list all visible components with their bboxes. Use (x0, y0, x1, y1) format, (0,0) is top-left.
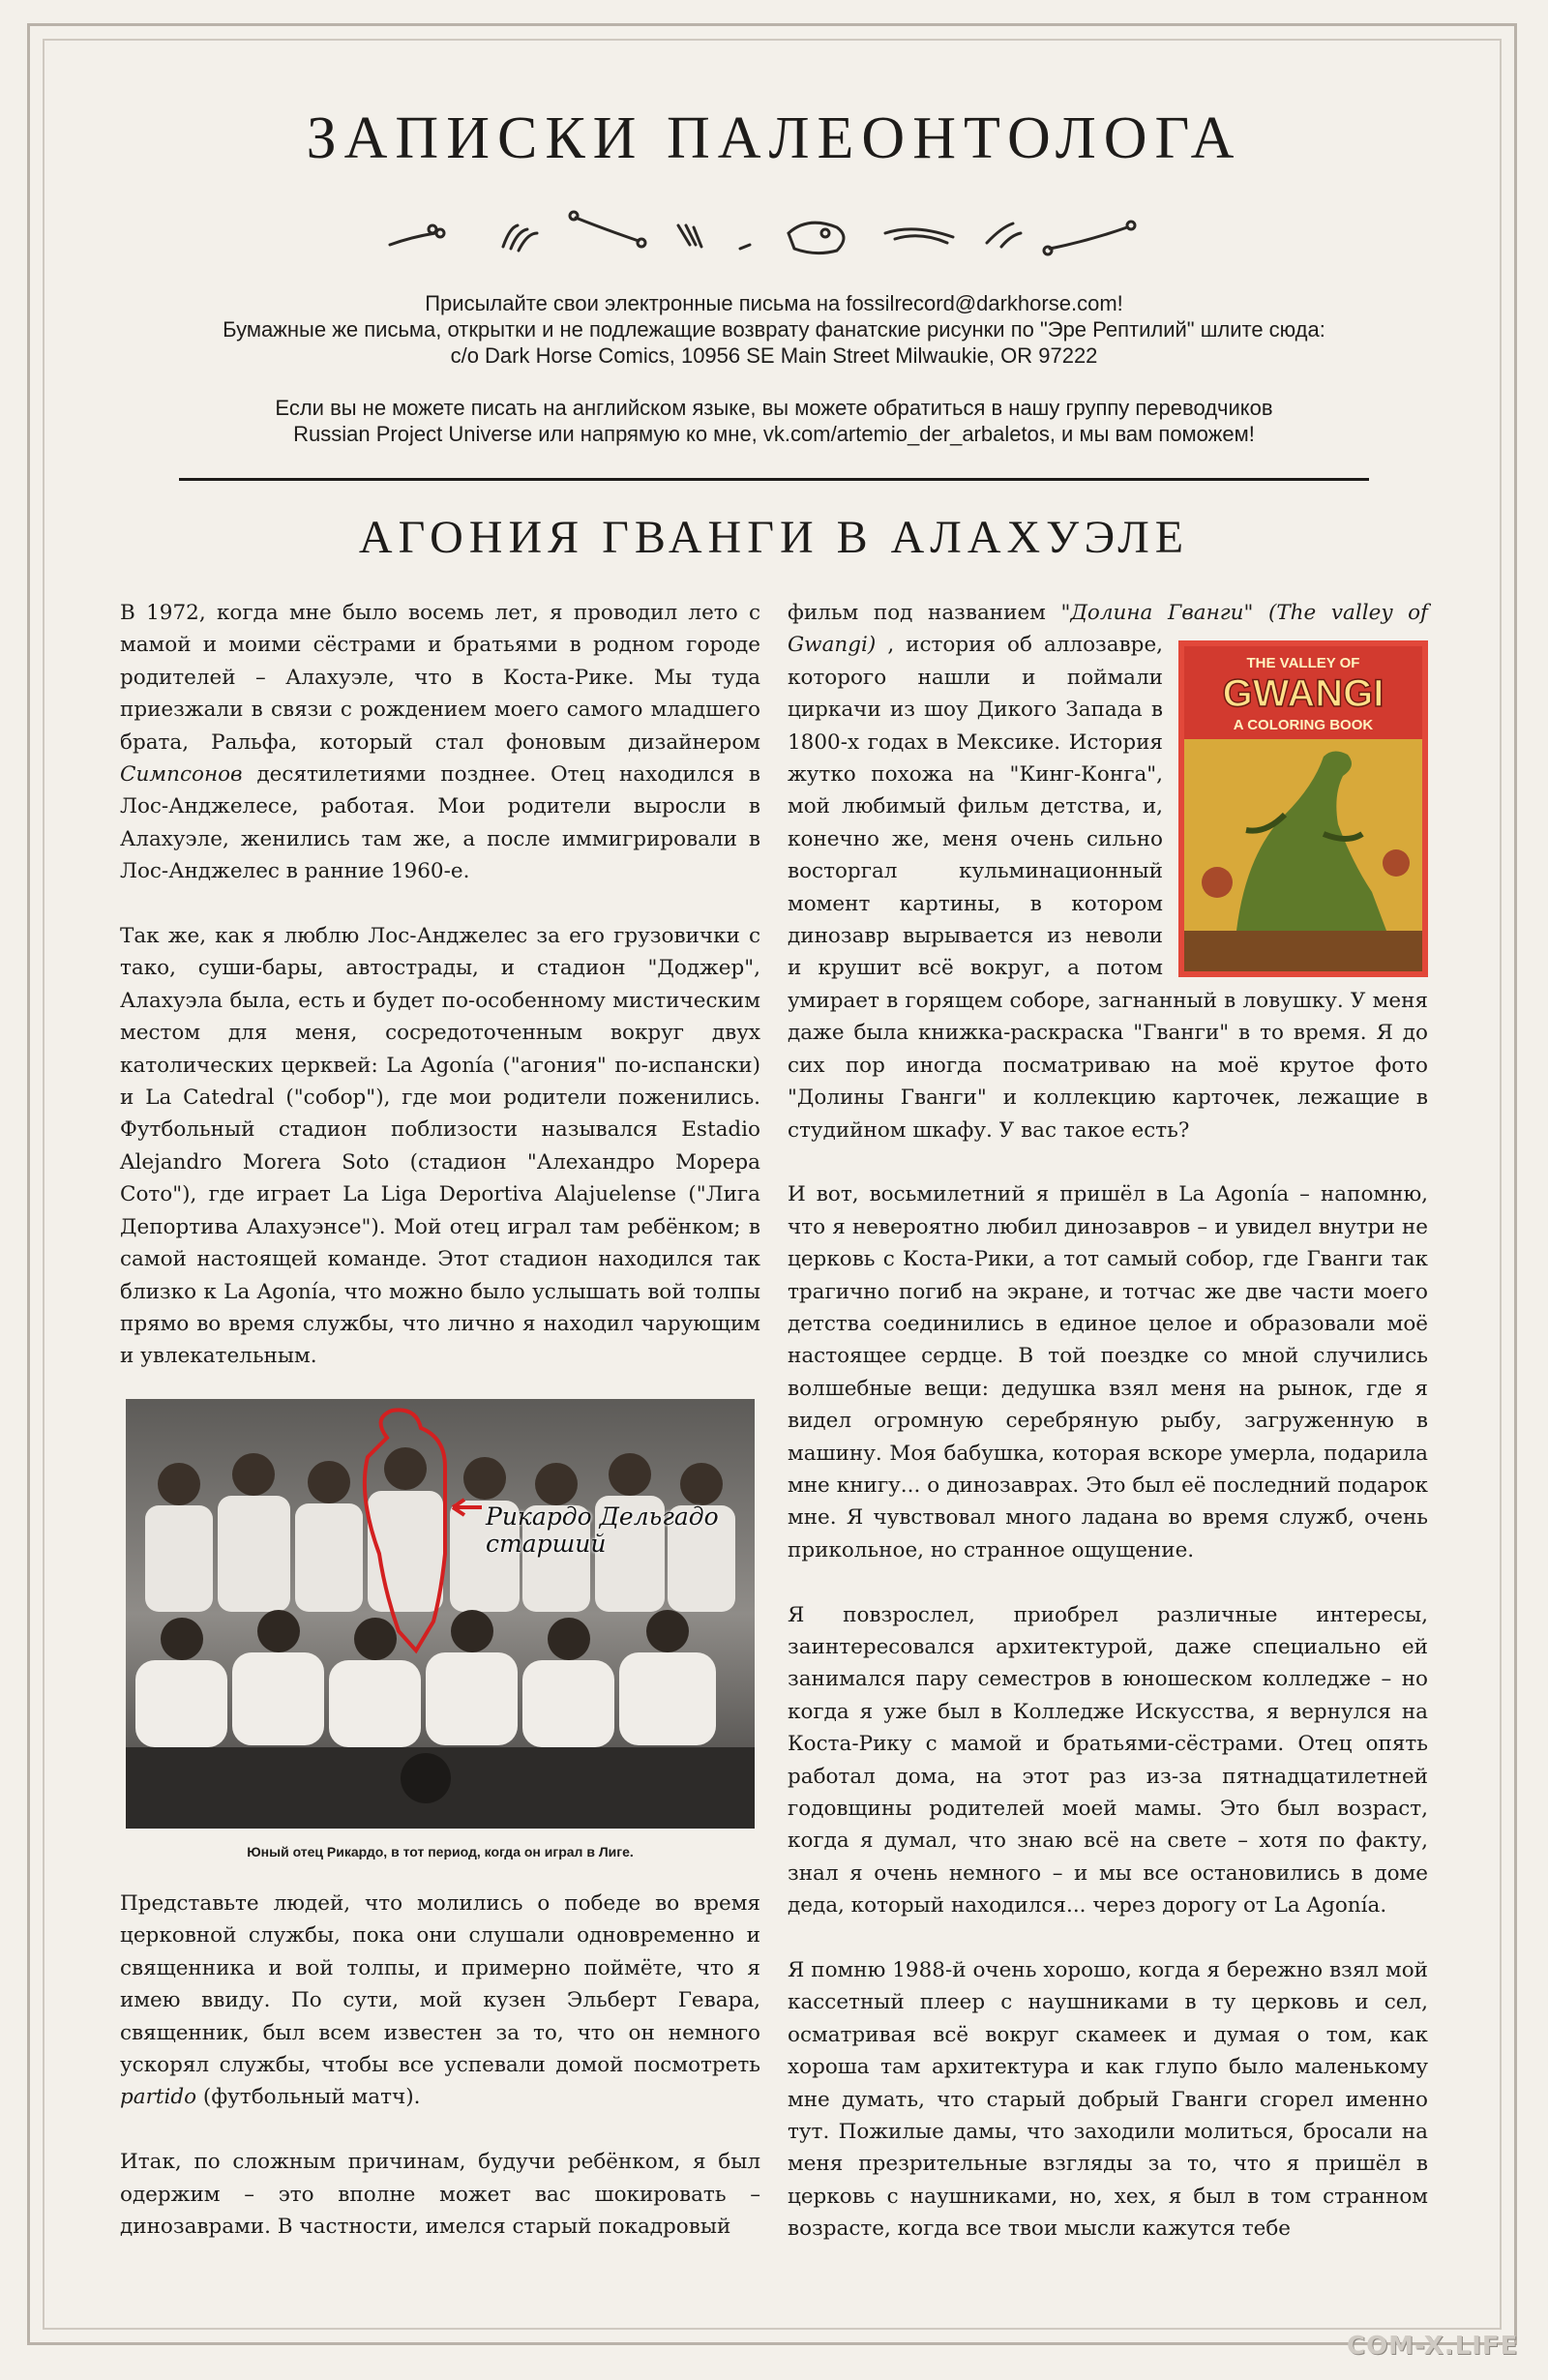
paragraph: Представьте людей, что молились о победе во время церковной службы, пока они слушали одновременно и священника и вой толпы, и примерно поймёте, что я имею ввиду. По сути, мой кузен Эльберт Гевара, священник, был всем известен за то, что он немного ускорял службы, чтобы все успевали домой посмотреть partido (футбольный матч). (120, 1891, 760, 2110)
intro-line: Если вы не можете писать на английском языке, вы можете обратиться в нашу группу переводчиков (275, 396, 1273, 420)
left-column-lower (120, 1888, 760, 2243)
paragraph: Так же, как я люблю Лос-Анджелес за его грузовички с тако, суши-бары, автострады, и стадион "Доджер", Алахуэла была, есть и будет по-особенному мистическим местом для меня, сосредоточенным вокруг двух католических церквей: La Agonía ("агония" по-испански) и La Catedral ("собор"), где мои родители поженились. Футбольный стадион поблизости назывался Estadio Alejandro Morera Soto (стадион "Алехандро Морера Сото"), где играет La Liga Deportiva Alajuelense ("Лига Депортива Алахуэнсе"). Мой отец играл там ребёнком; в самой настоящей команде. Этот стадион находился так близко к La Agonía, что можно было услышать вой толпы прямо во время службы, что лично я находил чарующим и увлекательным. (120, 924, 760, 1369)
divider-rule (179, 478, 1369, 481)
cover-line3: A COLORING BOOK (1233, 717, 1374, 734)
team-photo (126, 1399, 755, 1829)
photo-caption: Юный отец Рикардо, в тот период, когда он играл в Лиге. (247, 1844, 634, 1859)
cover-line2: GWANGI (1222, 672, 1384, 716)
photo-label: Рикардо Дельгадо старший (486, 1502, 719, 1558)
left-column (120, 597, 760, 1373)
intro-text (116, 290, 1432, 447)
article-title: АГОНИЯ ГВАНГИ В АЛАХУЭЛЕ (358, 512, 1190, 563)
paragraph: И вот, восьмилетний я пришёл в La Agonía – напомню, что я невероятно любил динозавров – и увидел внутри не церковь с Коста-Рики, а тот самый собор, где Гванги так трагично погиб на экране, и тотчас же две части моего детства соединились в единое целое и образовали моё настоящее сердце. В той поездке со мной случились волшебные вещи: дедушка взял меня на рынок, где я видел огромную серебряную рыбу, загруженную в машину. Моя бабушка, которая вскоре умерла, подарила мне книгу... о динозаврах. Это был её последний подарок мне. Я чувствовал много ладана во время служб, очень прикольное, но странное ощущение. (788, 1182, 1428, 1562)
paragraph: Я повзрослел, приобрел различные интересы, заинтересовался архитектурой, даже специально ей занимался пару семестров в юношеском колледже – но когда я уже был в Колледже Искусства, я вернулся на Коста-Рику с мамой и братьями-сёстрами. Отец опять работал дома, на этот раз из-за пятнадцатилетней годовщины родителей моей мамы. Это был возраст, когда я думал, что знаю всё на свете – хотя по факту, знал я очень немного – и мы все остановились в доме деда, который находился... через дорогу от La Agonía. (788, 1602, 1428, 1919)
right-column (788, 597, 1428, 2246)
coloring-book-cover (1178, 640, 1428, 977)
watermark: COM-X.LIFE (1347, 2332, 1519, 2361)
paragraph: Итак, по сложным причинам, будучи ребёнком, я был одержим – это вполне может вас шокировать – динозаврами. В частности, имелся старый покадровый (120, 2150, 760, 2240)
paragraph: Я помню 1988-й очень хорошо, когда я бережно взял мой кассетный плеер с наушниками в ту церковь и сел, осматривая всё вокруг скамеек и думая о том, как хороша там архитектура и как глупо было маленькому мне думать, что старый добрый Гванги сгорел именно тут. Пожилые дамы, что заходили молиться, бросали на меня презрительные взгляды за то, что я пришёл в церковь с наушниками, но, хех, я был в том странном возрасте, когда все твои мысли кажутся тебе (788, 1958, 1428, 2242)
paragraph: В 1972, когда мне было восемь лет, я проводил лето с мамой и моими сёстрами и братьями в родном городе родителей – Алахуэле, что в Коста-Рике. Мы туда приезжали в связи с рождением моего самого младшего брата, Ральфа, который стал фоновым дизайнером Симпсонов десятилетиями позднее. Отец находился в Лос-Анджелесе, работая. Мои родители выросли в Алахуэле, женились там же, а после иммигрировали в Лос-Анджелес в ранние 1960-е. (120, 601, 760, 884)
team-photo-image (126, 1399, 755, 1829)
intro-line: Russian Project Universe или напрямую ко мне, vk.com/artemio_der_arbaletos, и мы вам поможем! (293, 422, 1255, 446)
intro-line: c/o Dark Horse Comics, 10956 SE Main Street Milwaukie, OR 97222 (450, 343, 1098, 368)
cover-line1: THE VALLEY OF (1246, 655, 1360, 672)
column-title: ЗАПИСКИ ПАЛЕОНТОЛОГА (306, 105, 1242, 171)
fossil-bones-ornament-icon (382, 198, 1166, 271)
paragraph: фильм под названием "Долина Гванги" (The valley of Gwangi) THE VALLEY OF GWANGI A COLORING BOOK , история об аллозавре, которого нашли и поймали циркачи из шоу Дикого Запада в 1800-х годах в Мексике. История жутко похожа на "Кинг-Конга", мой любимый фильм детства, и, конечно же, меня очень сильно восторгал кульминационный момент картины, в котором динозавр вырывается из неволи и крушит всё вокруг, а потом умирает в горящем соборе, загнанный в ловушку. У меня даже была книжка-раскраска "Гванги" в то время. Я до сих пор иногда посматриваю на моё крутое фото "Долины Гванги" и коллекцию карточек, лежащие в студийном шкафу. У вас такое есть? (788, 601, 1428, 1143)
intro-line: Присылайте свои электронные письма на fossilrecord@darkhorse.com! (425, 291, 1123, 315)
intro-line: Бумажные же письма, открытки и не подлежащие возврату фанатские рисунки по "Эре Рептилий" шлите сюда: (223, 317, 1325, 342)
